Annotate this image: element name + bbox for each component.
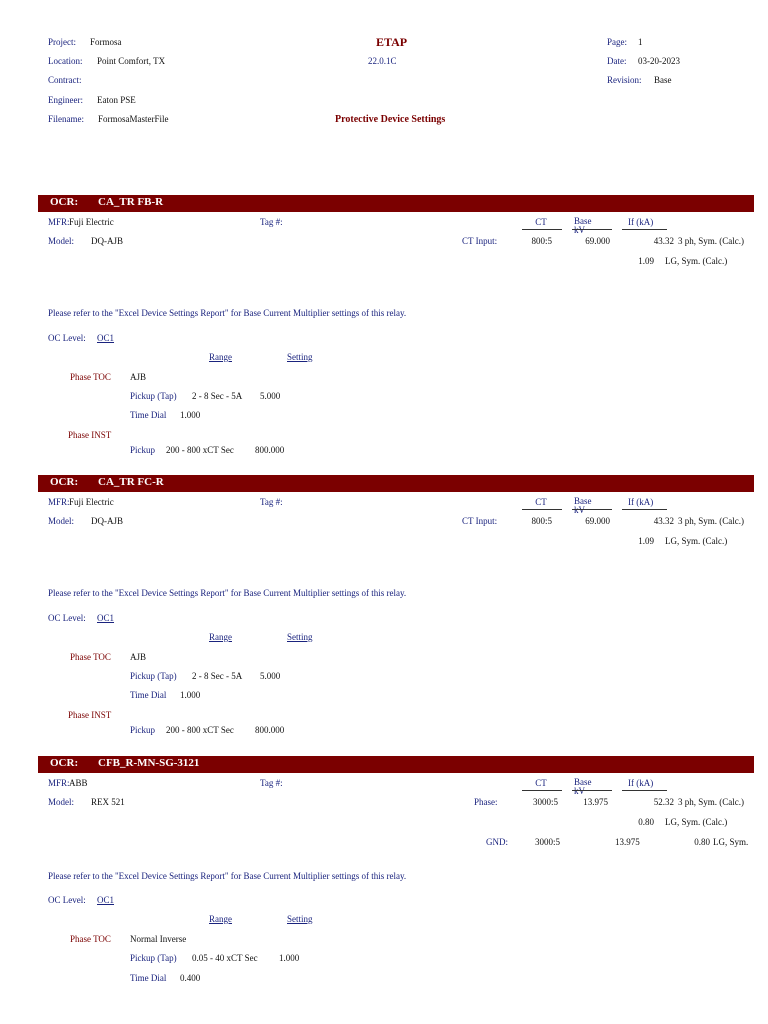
gnd-ct-value: 3000:5 (535, 837, 561, 847)
time-dial-setting: 0.400 (180, 973, 201, 983)
phase-toc-label: Phase TOC (70, 652, 111, 662)
refer-note: Please refer to the "Excel Device Settings Report" for Base Current Multiplier settings of this relay. (48, 308, 407, 318)
if-lg-value: 1.09 (638, 536, 654, 546)
gnd-basekv-value: 13.975 (615, 837, 640, 847)
gnd-if-value: 0.80 (694, 837, 710, 847)
ct-input-label: CT Input: (462, 516, 498, 526)
range-header: Range (209, 352, 232, 362)
if-header: If (kA) (628, 217, 654, 227)
pickup-tap-range: 2 - 8 Sec - 5A (192, 391, 243, 401)
engineer-label: Engineer: (48, 95, 83, 105)
filename-label: Filename: (48, 114, 84, 124)
setting-header: Setting (287, 352, 313, 362)
mfr-label: MFR: (48, 778, 70, 788)
relay-name: CFB_R-MN-SG-3121 (98, 757, 200, 769)
if-3ph-desc: 3 ph, Sym. (Calc.) (678, 236, 744, 246)
phase-inst-label: Phase INST (68, 430, 112, 440)
model-label: Model: (48, 797, 74, 807)
inst-pickup-label: Pickup (130, 445, 156, 455)
if-lg-value: 1.09 (638, 256, 654, 266)
page-value: 1 (638, 37, 643, 47)
ocr-label: OCR: (50, 757, 79, 769)
tag-label: Tag #: (260, 497, 283, 507)
ct-input-label: CT Input: (462, 236, 498, 246)
toc-curve: Normal Inverse (130, 934, 187, 944)
oc-level-value: OC1 (97, 333, 115, 343)
relay-section (0, 756, 768, 1016)
time-dial-label: Time Dial (130, 410, 167, 420)
tag-label: Tag #: (260, 778, 283, 788)
ct-underline (522, 229, 562, 230)
project-value: Formosa (90, 37, 122, 47)
oc-level-value: OC1 (97, 613, 115, 623)
setting-header: Setting (287, 632, 313, 642)
ct-header: CT (535, 778, 547, 788)
range-header: Range (209, 632, 232, 642)
basekv-header-clip (574, 777, 600, 796)
inst-setting: 800.000 (255, 445, 285, 455)
section-title-bar (38, 195, 754, 212)
model-label: Model: (48, 236, 74, 246)
tag-label: Tag #: (260, 217, 283, 227)
basekv-value: 69.000 (585, 236, 610, 246)
ct-header: CT (535, 217, 547, 227)
revision-value: Base (654, 75, 672, 85)
section-title-bar (38, 475, 754, 492)
ct-value: 3000:5 (532, 797, 558, 807)
time-dial-setting: 1.000 (180, 410, 201, 420)
time-dial-setting: 1.000 (180, 690, 201, 700)
relay-section (0, 475, 768, 755)
if-3ph-value: 43.32 (653, 236, 674, 246)
pickup-tap-label: Pickup (Tap) (130, 391, 177, 401)
relay-name: CA_TR FC-R (98, 476, 164, 488)
gnd-if-desc: LG, Sym. (713, 837, 749, 847)
location-label: Location: (48, 56, 83, 66)
mfr-label: MFR: (48, 217, 70, 227)
phase-toc-label: Phase TOC (70, 934, 111, 944)
if-header: If (kA) (628, 778, 654, 788)
if-underline (622, 790, 667, 791)
if-3ph-desc: 3 ph, Sym. (Calc.) (678, 516, 744, 526)
revision-label: Revision: (607, 75, 642, 85)
toc-curve: AJB (130, 372, 147, 382)
range-header: Range (209, 914, 232, 924)
model-label: Model: (48, 516, 74, 526)
pickup-tap-label: Pickup (Tap) (130, 953, 177, 963)
if-3ph-value: 52.32 (653, 797, 674, 807)
time-dial-label: Time Dial (130, 973, 167, 983)
filename-value: FormosaMasterFile (98, 114, 169, 124)
pickup-tap-range: 0.05 - 40 xCT Sec (192, 953, 258, 963)
contract-label: Contract: (48, 75, 82, 85)
date-label: Date: (607, 56, 627, 66)
if-underline (622, 509, 667, 510)
toc-curve: AJB (130, 652, 147, 662)
if-lg-value: 0.80 (638, 817, 654, 827)
basekv-value: 13.975 (583, 797, 608, 807)
refer-note: Please refer to the "Excel Device Settings Report" for Base Current Multiplier settings of this relay. (48, 871, 407, 881)
basekv-underline (572, 229, 612, 230)
ct-underline (522, 509, 562, 510)
if-lg-desc: LG, Sym. (Calc.) (665, 817, 728, 827)
ct-value: 800:5 (531, 516, 552, 526)
basekv-header: Base kV (574, 496, 592, 515)
basekv-header: Base kV (574, 216, 592, 235)
phase-inst-label: Phase INST (68, 710, 112, 720)
basekv-header: Base kV (574, 777, 592, 796)
pickup-tap-range: 2 - 8 Sec - 5A (192, 671, 243, 681)
phase-toc-label: Phase TOC (70, 372, 111, 382)
app-name: ETAP (376, 35, 408, 49)
ct-value: 800:5 (531, 236, 552, 246)
basekv-value: 69.000 (585, 516, 610, 526)
relay-name: CA_TR FB-R (98, 196, 164, 208)
basekv-header-clip (574, 216, 600, 235)
if-lg-desc: LG, Sym. (Calc.) (665, 536, 728, 546)
gnd-label: GND: (486, 837, 508, 847)
location-value: Point Comfort, TX (97, 56, 166, 66)
pickup-tap-setting: 5.000 (260, 671, 281, 681)
if-header: If (kA) (628, 497, 654, 507)
report-title: Protective Device Settings (335, 114, 446, 125)
ocr-label: OCR: (50, 196, 79, 208)
if-3ph-desc: 3 ph, Sym. (Calc.) (678, 797, 744, 807)
oc-level-value: OC1 (97, 895, 115, 905)
pickup-tap-setting: 5.000 (260, 391, 281, 401)
mfr-value: ABB (69, 778, 88, 788)
model-value: DQ-AJB (91, 236, 124, 246)
if-lg-desc: LG, Sym. (Calc.) (665, 256, 728, 266)
model-value: DQ-AJB (91, 516, 124, 526)
model-value: REX 521 (91, 797, 125, 807)
setting-header: Setting (287, 914, 313, 924)
oc-level-label: OC Level: (48, 895, 86, 905)
date-value: 03-20-2023 (638, 56, 680, 66)
if-3ph-value: 43.32 (653, 516, 674, 526)
refer-note: Please refer to the "Excel Device Settings Report" for Base Current Multiplier settings of this relay. (48, 588, 407, 598)
mfr-value: Fuji Electric (69, 217, 114, 227)
mfr-value: Fuji Electric (69, 497, 114, 507)
oc-level-label: OC Level: (48, 613, 86, 623)
basekv-underline (572, 509, 612, 510)
basekv-header-clip (574, 496, 600, 515)
oc-level-label: OC Level: (48, 333, 86, 343)
inst-setting: 800.000 (255, 725, 285, 735)
project-label: Project: (48, 37, 76, 47)
ct-header: CT (535, 497, 547, 507)
time-dial-label: Time Dial (130, 690, 167, 700)
mfr-label: MFR: (48, 497, 70, 507)
ct-underline (522, 790, 562, 791)
page-label: Page: (607, 37, 627, 47)
inst-range: 200 - 800 xCT Sec (166, 725, 234, 735)
phase-label: Phase: (474, 797, 498, 807)
relay-section (0, 195, 768, 475)
section-title-bar (38, 756, 754, 773)
pickup-tap-setting: 1.000 (279, 953, 300, 963)
app-version: 22.0.1C (368, 56, 397, 66)
pickup-tap-label: Pickup (Tap) (130, 671, 177, 681)
inst-range: 200 - 800 xCT Sec (166, 445, 234, 455)
basekv-underline (572, 790, 612, 791)
ocr-label: OCR: (50, 476, 79, 488)
engineer-value: Eaton PSE (97, 95, 136, 105)
if-underline (622, 229, 667, 230)
inst-pickup-label: Pickup (130, 725, 156, 735)
